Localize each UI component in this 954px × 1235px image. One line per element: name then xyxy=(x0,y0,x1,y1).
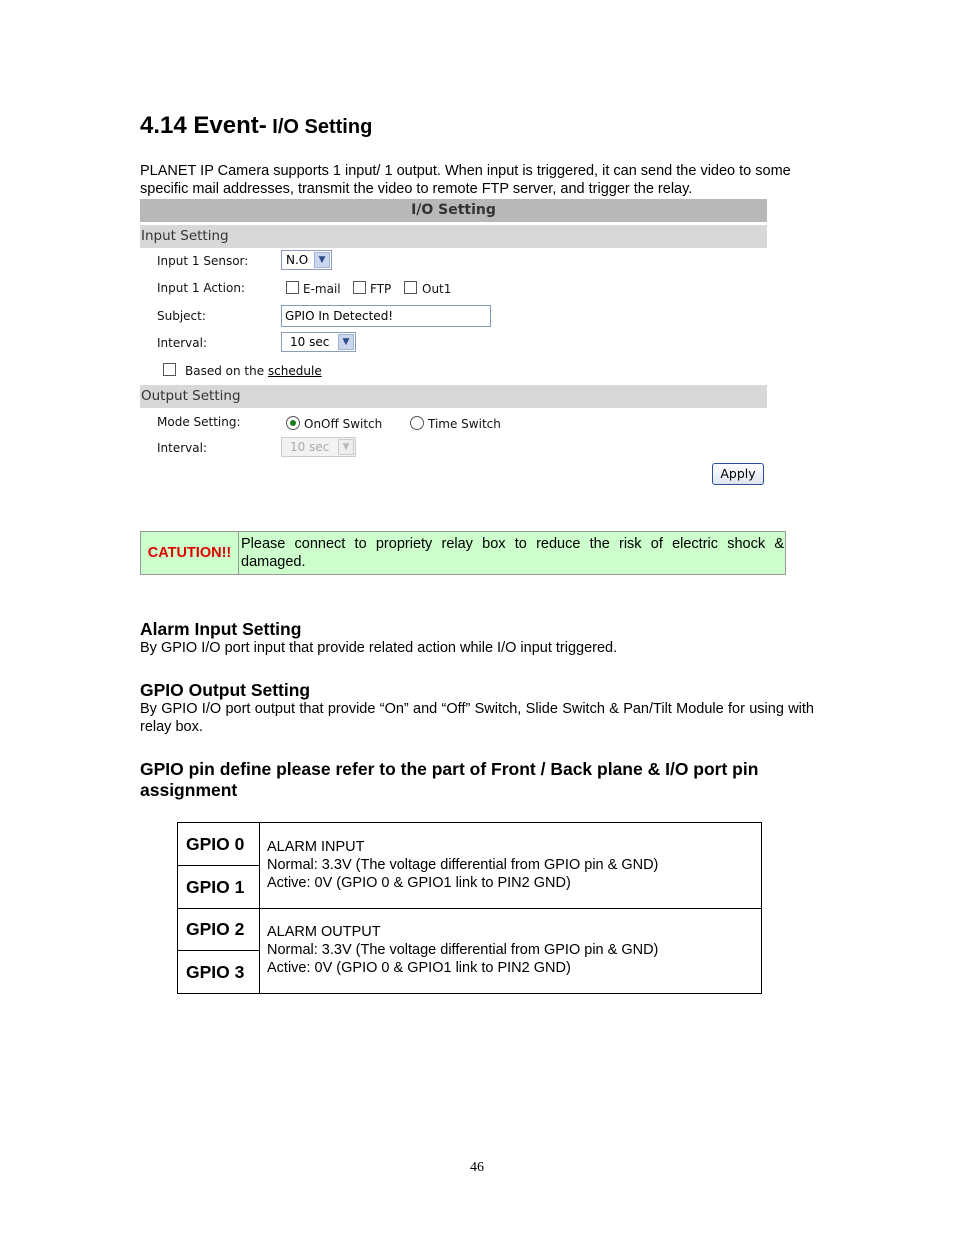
alarm-output-desc-line: Active: 0V (GPIO 0 & GPIO1 link to PIN2 GND) xyxy=(267,960,571,976)
alarm-input-title: Alarm Input Setting xyxy=(140,619,302,639)
ftp-label: FTP xyxy=(370,282,392,296)
output-setting-bar: Output Setting xyxy=(140,385,767,408)
output-interval-select xyxy=(281,437,356,457)
schedule-checkbox[interactable] xyxy=(163,363,176,376)
interval-value: 10 sec xyxy=(290,335,330,349)
section-title xyxy=(140,112,372,140)
email-label: E-mail xyxy=(303,282,341,296)
alarm-output-desc-line: Normal: 3.3V (The voltage differential from GPIO pin & GND) xyxy=(267,942,659,958)
alarm-input-desc-line: Active: 0V (GPIO 0 & GPIO1 link to PIN2 GND) xyxy=(267,875,571,891)
input-sensor-value: N.O xyxy=(286,253,309,267)
alarm-output-desc-line: ALARM OUTPUT xyxy=(267,924,381,940)
chevron-down-icon: ▼ xyxy=(338,334,354,350)
section-title-rest: I/O Setting xyxy=(266,116,373,138)
gpio-2-cell: GPIO 2 xyxy=(178,908,260,951)
interval-select[interactable] xyxy=(281,332,356,352)
pin-define-heading: GPIO pin define please refer to the part of Front / Back plane & I/O port pin assignment xyxy=(140,759,759,800)
gpio-output-text: By GPIO I/O port output that provide “On” and “Off” Switch, Slide Switch & Pan/Tilt Module for using with relay box. xyxy=(140,701,814,735)
chevron-down-icon: ▼ xyxy=(314,252,330,268)
caution-label: CATUTION!! xyxy=(141,532,239,574)
onoff-switch-radio[interactable] xyxy=(286,416,300,430)
gpio-table xyxy=(177,822,762,994)
ftp-checkbox[interactable] xyxy=(353,281,366,294)
subject-input[interactable]: GPIO In Detected! xyxy=(281,305,491,327)
gpio-output-title: GPIO Output Setting xyxy=(140,680,311,700)
time-switch-label: Time Switch xyxy=(428,417,501,431)
mode-setting-label: Mode Setting: xyxy=(157,415,241,429)
table-divider xyxy=(260,908,761,909)
output-interval-value: 10 sec xyxy=(290,440,330,454)
out1-label: Out1 xyxy=(422,282,452,296)
time-switch-radio[interactable] xyxy=(410,416,424,430)
schedule-text: Based on the xyxy=(185,364,268,378)
onoff-switch-label: OnOff Switch xyxy=(304,417,383,431)
caution-box xyxy=(140,531,786,575)
page-number: 46 xyxy=(470,1160,484,1175)
interval-label: Interval: xyxy=(157,336,207,350)
schedule-link[interactable]: schedule xyxy=(267,364,322,378)
gpio-0-cell: GPIO 0 xyxy=(178,823,260,866)
input-sensor-select[interactable] xyxy=(281,250,332,270)
alarm-input-text: By GPIO I/O port input that provide related action while I/O input triggered. xyxy=(140,640,618,656)
section-title-main: 4.14 Event- xyxy=(140,112,267,139)
input-action-label: Input 1 Action: xyxy=(157,281,245,295)
subject-label: Subject: xyxy=(157,309,206,323)
alarm-input-desc xyxy=(260,838,761,892)
alarm-output-desc xyxy=(260,923,761,977)
intro-paragraph: PLANET IP Camera supports 1 input/ 1 output. When input is triggered, it can send the video to some specific mail addresses, transmit the video to remote FTP server, and trigger the relay. xyxy=(140,163,791,197)
gpio-3-cell: GPIO 3 xyxy=(178,951,260,993)
alarm-input-desc-line: ALARM INPUT xyxy=(267,839,365,855)
gpio-1-cell: GPIO 1 xyxy=(178,866,260,909)
chevron-down-icon: ▼ xyxy=(338,439,354,455)
input-sensor-label: Input 1 Sensor: xyxy=(157,254,249,268)
schedule-label xyxy=(185,364,322,378)
caution-text: Please connect to propriety relay box to reduce the risk of electric shock & damaged. xyxy=(241,536,784,570)
io-setting-panel xyxy=(140,199,767,491)
input-setting-bar: Input Setting xyxy=(140,225,767,248)
apply-button[interactable]: Apply xyxy=(712,463,764,485)
out1-checkbox[interactable] xyxy=(404,281,417,294)
alarm-input-desc-line: Normal: 3.3V (The voltage differential from GPIO pin & GND) xyxy=(267,857,659,873)
email-checkbox[interactable] xyxy=(286,281,299,294)
io-setting-header: I/O Setting xyxy=(140,199,767,222)
output-interval-label: Interval: xyxy=(157,441,207,455)
